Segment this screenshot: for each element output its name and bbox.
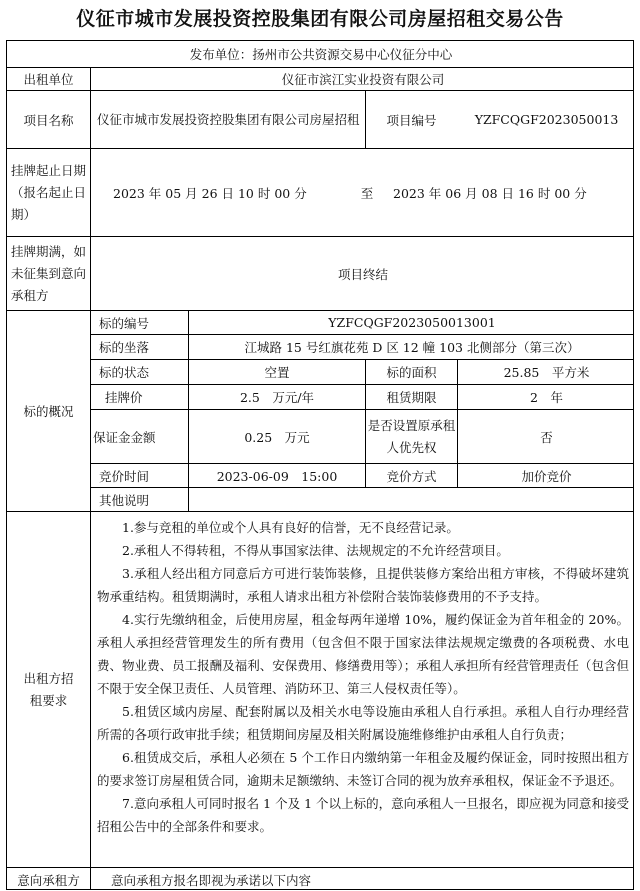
applicant-label: 意向承租方 [17, 872, 80, 888]
lot-status: 空置 [264, 365, 290, 380]
lot-price-label: 挂牌价 [105, 390, 143, 405]
requirement-item: 5.租赁区域内房屋、配套附属以及相关水电等设施由承租人自行承担。承租人自行办理经营所需的各项行政审批手续；租赁期间房屋及相关附属设施维修维护由承租人自行负责； [97, 704, 629, 742]
lot-code: YZFCQGF2023050013001 [328, 315, 496, 330]
lot-bid-method-label: 竞价方式 [386, 468, 437, 484]
listing-to: 至 [360, 185, 374, 201]
lot-price: 2.5 万元/年 [239, 390, 315, 405]
lot-code-label: 标的编号 [99, 315, 150, 331]
lot-bid-time: 2023-06-09 15:00 [216, 468, 338, 484]
lot-priority-label: 是否设置原承租人优先权 [367, 417, 456, 455]
requirements-label: 出租方招租要求 [23, 670, 74, 708]
requirement-item: 7.意向承租人可同时报名 1 个及 1 个以上标的，意向承租人一旦报名，即应视为同意和接受招租公告中的全部条件和要求。 [97, 796, 629, 834]
lot-status-label: 标的状态 [99, 365, 150, 380]
lot-location: 江城路 15 号红旗花苑 D 区 12 幢 103 北侧部分（第三次） [244, 340, 580, 355]
lessor-value: 仪征市滨江实业投资有限公司 [281, 72, 445, 87]
lot-term: 2 年 [530, 390, 563, 405]
lot-location-label: 标的坐落 [99, 340, 150, 355]
project-name-label: 项目名称 [23, 112, 74, 128]
project-code: YZFCQGF2023050013 [474, 112, 619, 127]
requirement-item: 3.承租人经出租方同意后方可进行装饰装修，且提供装修方案给出租方审核，不得破坏建筑物承重结构。租赁期满时，承租人请求出租方补偿附合装饰装修费用的不予支持。 [97, 566, 629, 604]
requirement-item: 1.参与竞租的单位或个人具有良好的信誉，无不良经营记录。 [122, 520, 459, 535]
requirements-list [91, 512, 634, 867]
project-code-label: 项目编号 [386, 112, 437, 128]
lot-other [189, 488, 634, 511]
publisher: 发布单位：扬州市公共资源交易中心仪征分中心 [189, 47, 453, 62]
lot-bid-time-label: 竞价时间 [99, 468, 150, 484]
requirement-item: 2.承租人不得转租，不得从事国家法律、法规规定的不允许经营项目。 [122, 543, 509, 558]
lot-section-label: 标的概况 [23, 404, 74, 419]
applicant-value: 意向承租方报名即视为承诺以下内容 [111, 872, 312, 888]
expiry-value: 项目终结 [337, 266, 388, 282]
lot-deposit-label: 保证金金额 [93, 429, 156, 445]
lot-priority: 否 [540, 429, 553, 445]
notice-table [6, 40, 634, 890]
lot-bid-method: 加价竞价 [521, 468, 572, 484]
listing-end: 2023 年 06 月 08 日 16 时 00 分 [393, 185, 587, 201]
listing-start: 2023 年 05 月 26 日 10 时 00 分 [113, 185, 307, 201]
listing-period-label: 挂牌起止日期（报名起止日期） [11, 162, 87, 222]
requirement-item: 6.租赁成交后，承租人必须在 5 个工作日内缴纳第一年租金及履约保证金，同时按照出租方的要求签订房屋租赁合同，逾期未足额缴纳、未签订合同的视为放弃承租权，保证金不予退还。 [97, 750, 629, 788]
lot-area-label: 标的面积 [386, 365, 437, 380]
lot-other-label: 其他说明 [99, 492, 150, 508]
page-title: 仪征市城市发展投资控股集团有限公司房屋招租交易公告 [76, 8, 564, 30]
lot-deposit: 0.25 万元 [244, 429, 310, 445]
lot-area: 25.85 平方米 [503, 365, 590, 380]
requirement-item: 4.实行先缴纳租金，后使用房屋，租金每两年递增 10%，履约保证金为首年租金的 20%。承租人承担经营管理发生的所有费用（包含但不限于国家法律法规规定缴费的各项税费、水电费、物业费、员工报酬及福利、安保费用、修缮费用等）；承租人承担所有经营管理责任（包含但不限于安全保卫责任、人员管理、消防环卫、第三人侵权责任等）。 [97, 612, 629, 696]
lessor-label: 出租单位 [23, 72, 74, 87]
project-name: 仪征市城市发展投资控股集团有限公司房屋招租 [97, 111, 360, 127]
expiry-label: 挂牌期满，如未征集到意向承租方 [11, 243, 87, 303]
lot-term-label: 租赁期限 [386, 390, 437, 405]
